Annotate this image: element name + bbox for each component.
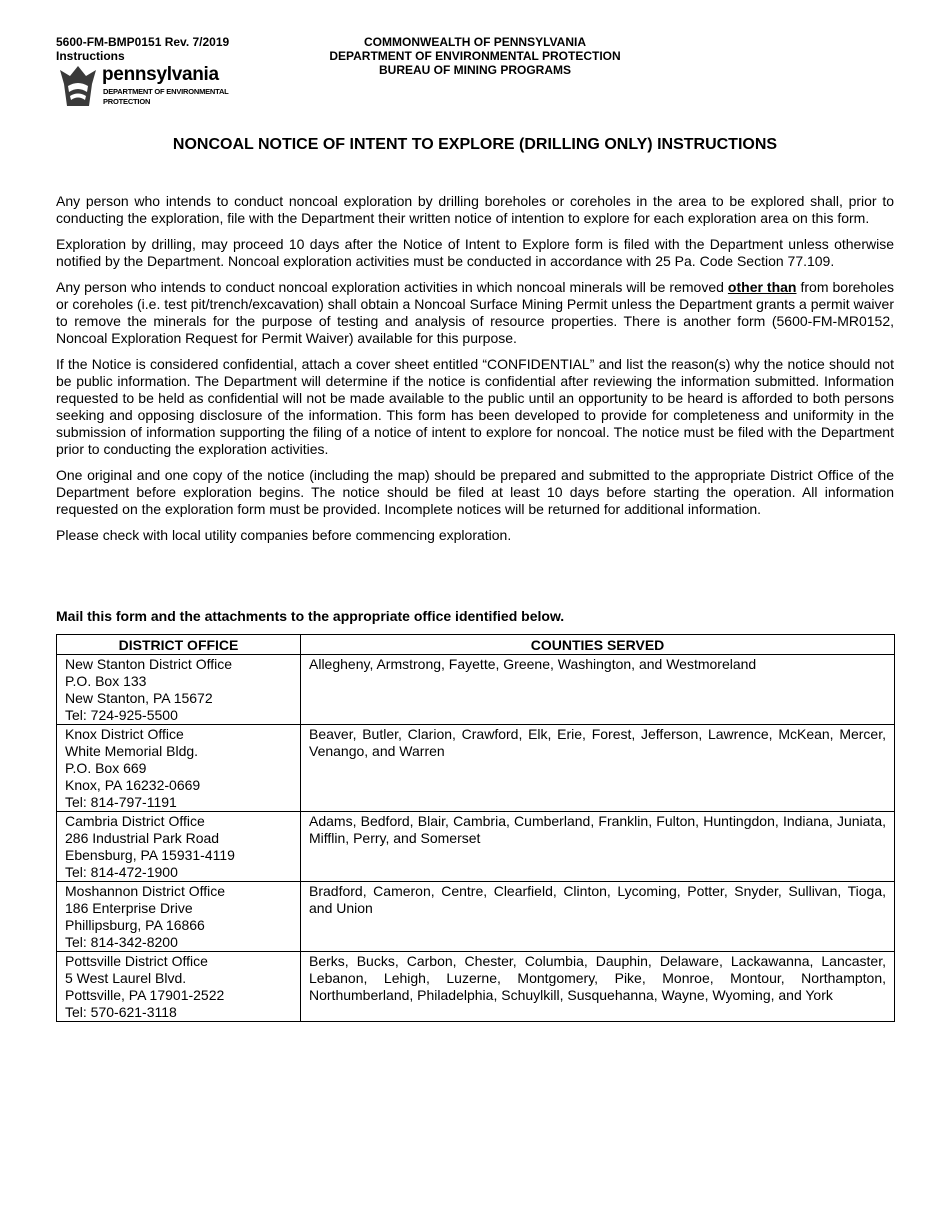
form-header-left [56,35,229,63]
agency-line: DEPARTMENT OF ENVIRONMENTAL PROTECTION [329,49,621,63]
instructions-body [56,193,894,553]
district-office-cell: Knox District Office White Memorial Bldg. P.O. Box 669 Knox, PA 16232-0669 Tel: 814-797-1191 [57,725,301,812]
counties-served-cell: Bradford, Cameron, Centre, Clearfield, Clinton, Lycoming, Potter, Snyder, Sullivan, Tioga, and Union [301,882,895,952]
counties-served-cell: Berks, Bucks, Carbon, Chester, Columbia, Dauphin, Delaware, Lackawanna, Lancaster, Lebanon, Lehigh, Luzerne, Montgomery, Pike, Monroe, Montour, Northampton, Northumberland, Philadelphia, Schuylkill, Susquehanna, Wayne, Wyoming, and York [301,952,895,1022]
table-row [57,725,895,812]
table-row [57,952,895,1022]
pa-dep-logo [56,66,256,110]
district-office-table [56,634,895,1022]
agency-header [300,35,650,77]
page-title: NONCOAL NOTICE OF INTENT TO EXPLORE (DRILLING ONLY) INSTRUCTIONS [172,136,778,153]
form-type: Instructions [56,49,125,63]
paragraph: Please check with local utility companies before commencing exploration. [56,527,512,543]
column-header-district-office: DISTRICT OFFICE [57,635,301,655]
column-header-counties-served: COUNTIES SERVED [301,635,895,655]
paragraph: Any person who intends to conduct noncoal exploration activities in which noncoal minerals will be removed other than from boreholes or coreholes (i.e. test pit/trench/excavation) shall obtain a Noncoal Surface Mining Permit unless the Department grants a permit waiver to remove the minerals for the purpose of testing and analysis of resource properties. There is another form (5600-FM-MR0152, Noncoal Exploration Request for Permit Waiver) available for this purpose. [56,279,894,346]
table-row [57,655,895,725]
counties-served-cell: Allegheny, Armstrong, Fayette, Greene, Washington, and Westmoreland [301,655,895,725]
agency-line: BUREAU OF MINING PROGRAMS [379,63,571,77]
table-row [57,812,895,882]
district-office-cell: New Stanton District Office P.O. Box 133 New Stanton, PA 15672 Tel: 724-925-5500 [57,655,301,725]
table-header-row [57,635,895,655]
keystone-icon [56,64,100,108]
district-office-cell: Moshannon District Office 186 Enterprise Drive Phillipsburg, PA 16866 Tel: 814-342-8200 [57,882,301,952]
paragraph: Exploration by drilling, may proceed 10 days after the Notice of Intent to Explore form is filed with the Department unless otherwise notified by the Department. Noncoal exploration activities must be conducted in accordance with 25 Pa. Code Section 77.109. [56,236,894,269]
counties-served-cell: Beaver, Butler, Clarion, Crawford, Elk, Erie, Forest, Jefferson, Lawrence, McKean, Mercer, Venango, and Warren [301,725,895,812]
district-office-cell: Pottsville District Office 5 West Laurel Blvd. Pottsville, PA 17901-2522 Tel: 570-621-3118 [57,952,301,1022]
paragraph: If the Notice is considered confidential, attach a cover sheet entitled “CONFIDENTIAL” and list the reason(s) why the notice should not be public information. The Department will determine if the notice is confidential after reviewing the information submitted. Information requested to be held as confidential will not be made available to the public until an opportunity to be heard is afforded to both persons seeking and opposing disclosure of the information. This form has been developed to provide for completeness and uniformity in the submission of information supporting the filing of a notice of intent to explore for noncoal. The notice must be filed with the Department prior to conducting the exploration activities. [56,356,894,457]
paragraph: Any person who intends to conduct noncoal exploration by drilling boreholes or coreholes in the area to be explored shall, prior to conducting the exploration, file with the Department their written notice of intention to explore for each exploration area on this form. [56,193,894,226]
emphasis-text: other than [727,279,797,295]
agency-line: COMMONWEALTH OF PENNSYLVANIA [364,35,586,49]
counties-served-cell: Adams, Bedford, Blair, Cambria, Cumberland, Franklin, Fulton, Huntingdon, Indiana, Juniata, Mifflin, Perry, and Somerset [301,812,895,882]
paragraph: One original and one copy of the notice (including the map) should be prepared and submitted to the appropriate District Office of the Department before exploration begins. The notice should be filed at least 10 days before starting the operation. All information requested on the exploration form must be provided. Incomplete notices will be returned for additional information. [56,467,894,517]
logo-subtitle: DEPARTMENT OF ENVIRONMENTAL PROTECTION [103,87,229,106]
district-office-cell: Cambria District Office 286 Industrial Park Road Ebensburg, PA 15931-4119 Tel: 814-472-1900 [57,812,301,882]
form-number: 5600-FM-BMP0151 Rev. 7/2019 [56,35,230,49]
mail-instruction: Mail this form and the attachments to the appropriate office identified below. [56,608,565,624]
logo-wordmark: pennsylvania [102,64,219,85]
table-row [57,882,895,952]
